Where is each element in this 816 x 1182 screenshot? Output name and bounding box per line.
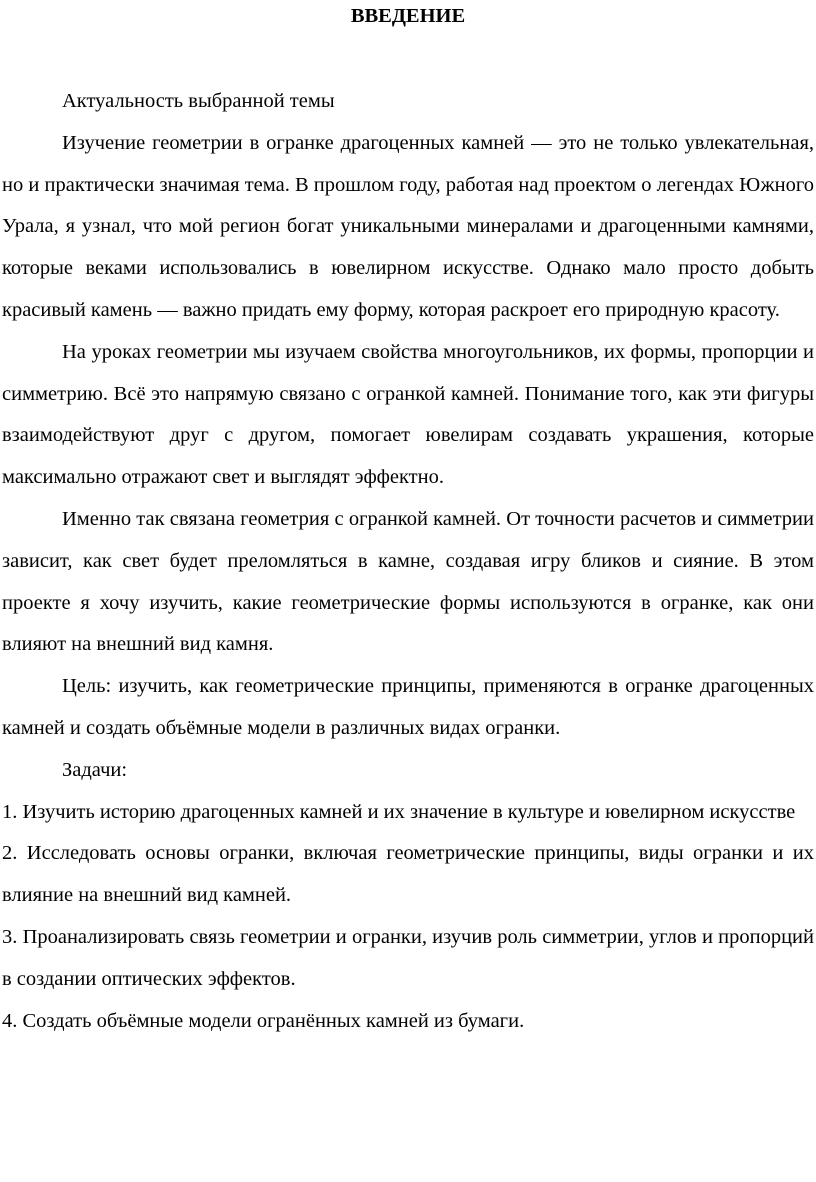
task-item-4: 4. Создать объёмные модели огранённых камней из бумаги. — [2, 1009, 525, 1032]
paragraph-geometry-cutting-link: Именно так связана геометрия с огранкой камней. От точности расчетов и симметрии зависит, как свет будет преломляться в камне, создавая игру бликов и сияние. В этом проекте я хочу изучить, какие геометрические формы используются в огранке, как они влияют на внешний вид камня. — [2, 507, 814, 656]
paragraph-intro: Изучение геометрии в огранке драгоценных камней — это не только увлекательная, но и практически значимая тема. В прошлом году, работая над проектом о легендах Южного Урала, я узнал, что мой регион богат уникальными минералами и драгоценными камнями, которые веками использовались в ювелирном искусстве. Однако мало просто добыть красивый камень — важно придать ему форму, которая раскроет его природную красоту. — [2, 131, 814, 321]
task-item-2: 2. Исследовать основы огранки, включая геометрические принципы, виды огранки и их влияние на внешний вид камней. — [2, 842, 814, 907]
page-title: ВВЕДЕНИЕ — [350, 5, 466, 27]
paragraph-goal: Цель: изучить, как геометрические принципы, применяются в огранке драгоценных камней и создать объёмные модели в различных видах огранки. — [2, 675, 814, 739]
task-item-1: 1. Изучить историю драгоценных камней и их значение в культуре и ювелирном искусстве — [2, 800, 796, 823]
paragraph-geometry-lessons: На уроках геометрии мы изучаем свойства многоугольников, их формы, пропорции и симметрию. Всё это напрямую связано с огранкой камней. Понимание того, как эти фигуры взаимодействуют друг с другом, помогает ювелирам создавать украшения, которые максимально отражают свет и выглядят эффектно. — [2, 340, 814, 489]
task-item-3: 3. Проанализировать связь геометрии и огранки, изучив роль симметрии, углов и пропорций в создании оптических эффектов. — [2, 925, 814, 990]
paragraph-tasks-heading: Задачи: — [62, 758, 128, 781]
paragraph-relevance-heading: Актуальность выбранной темы — [62, 90, 335, 112]
